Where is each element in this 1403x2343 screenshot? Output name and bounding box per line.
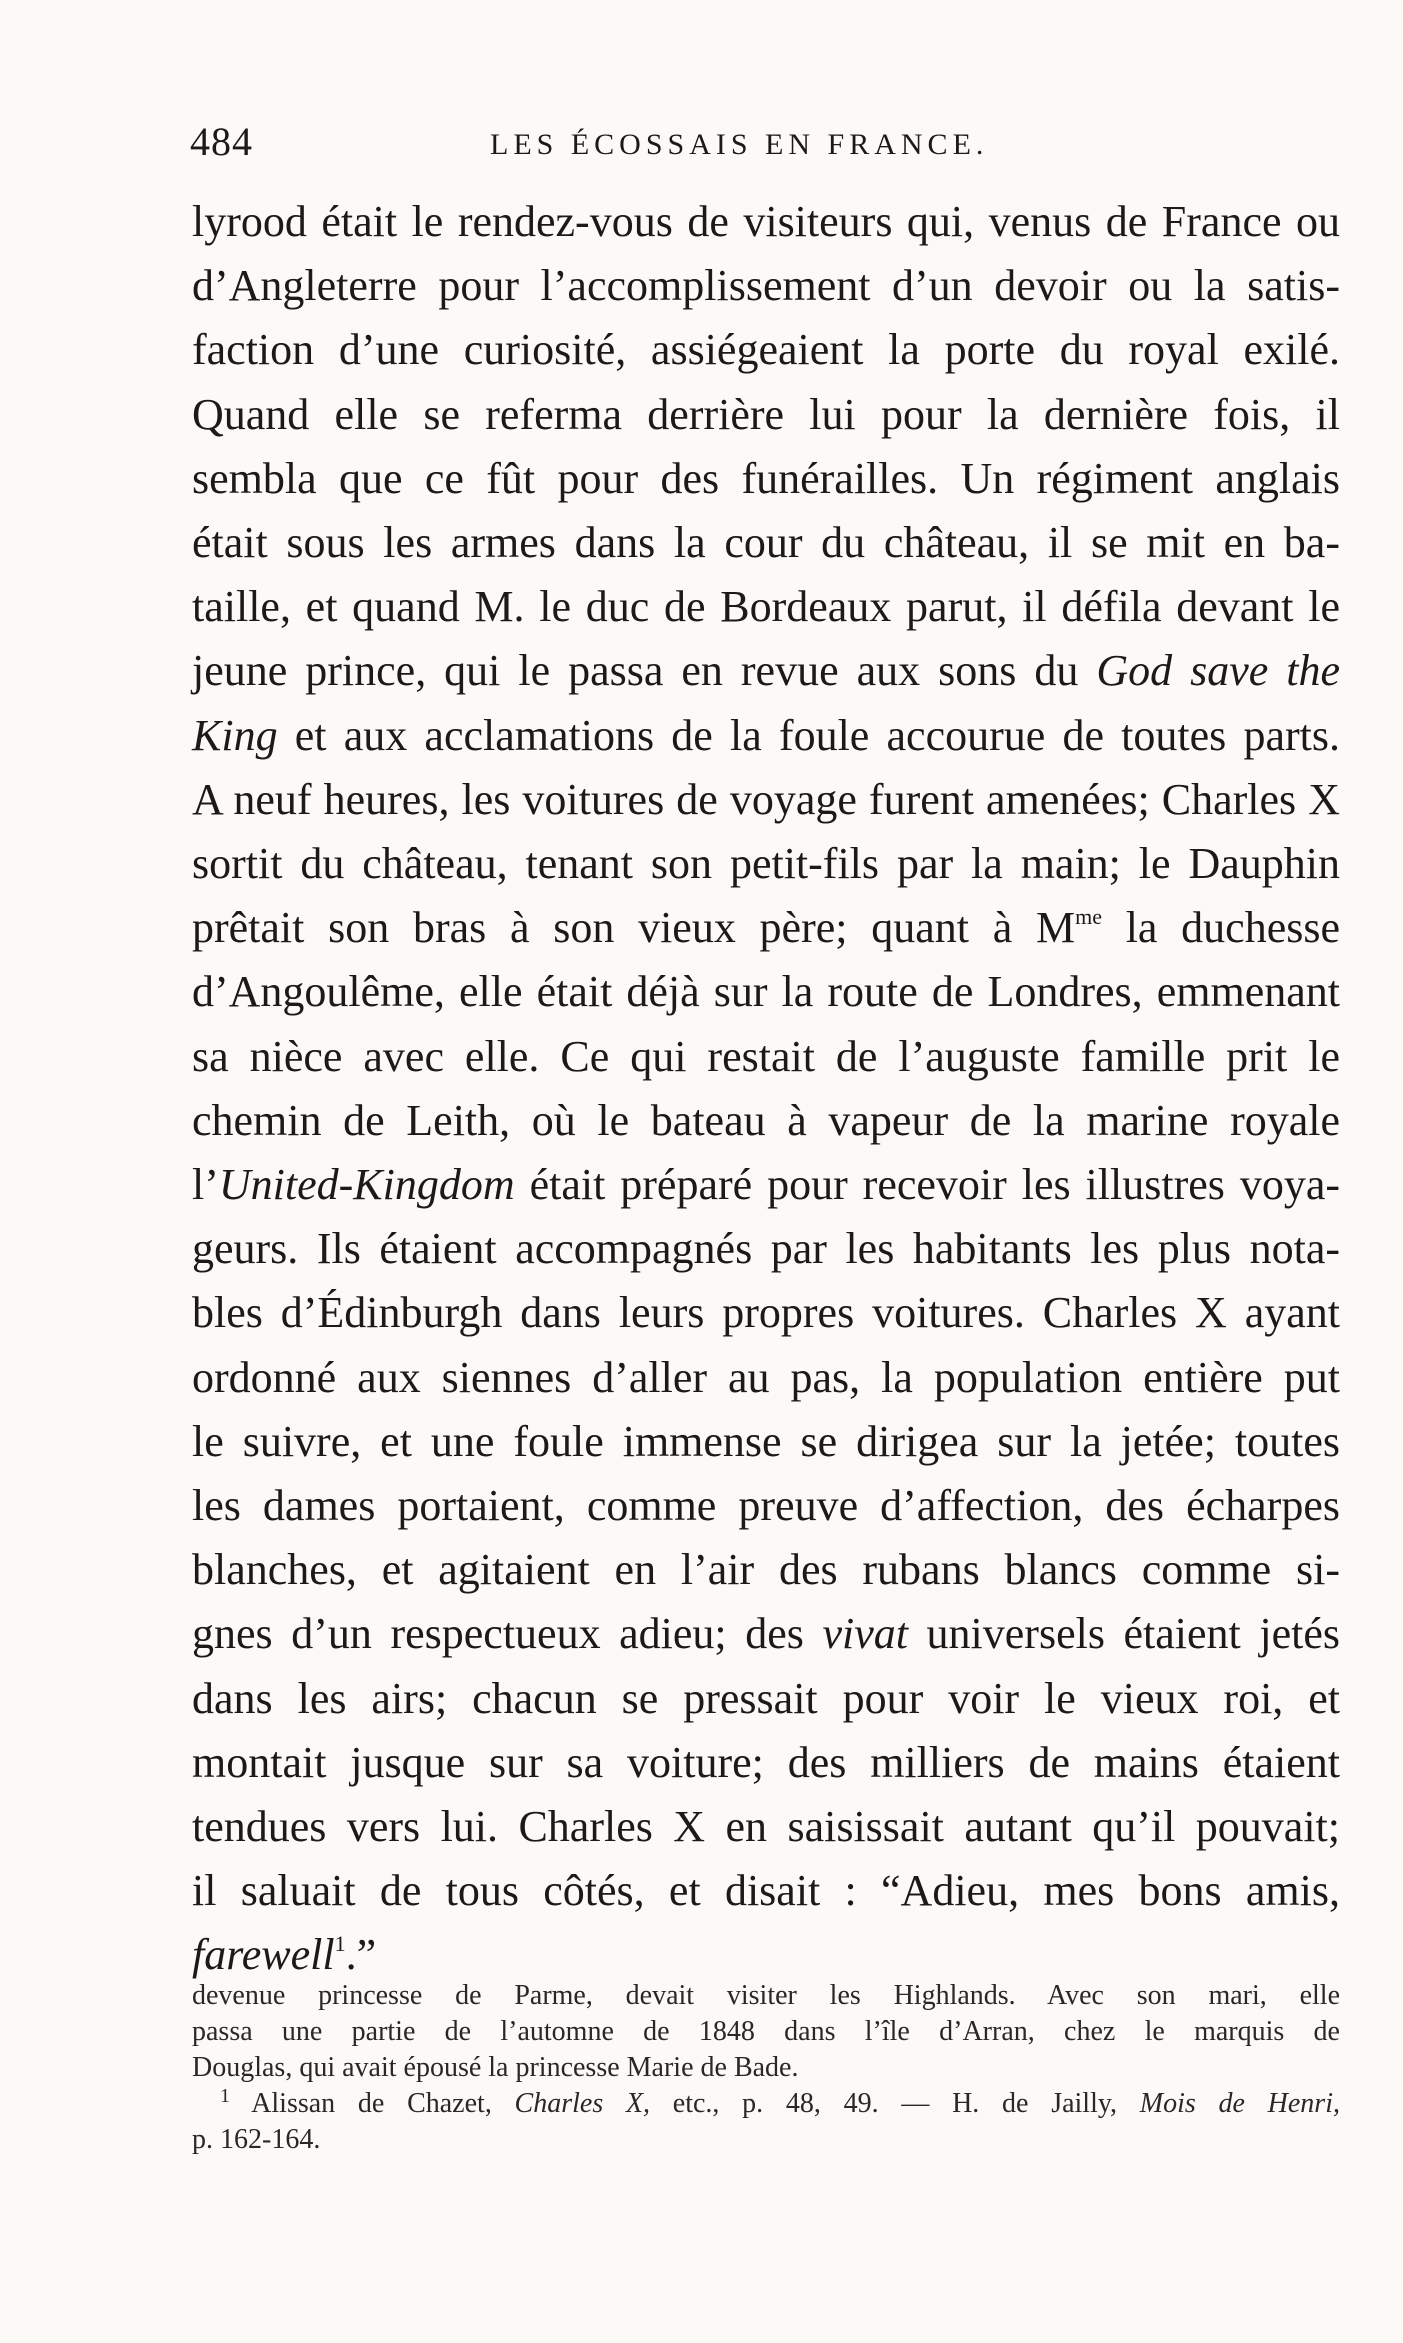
italic-title: God save the [1096, 646, 1340, 696]
text-line [192, 639, 1340, 703]
footnote-line: Douglas, qui avait épousé la princesse Marie de Bade. [192, 2052, 799, 2083]
text-line: tendues vers lui. Charles X en saisissait autant qu’il pouvait; [192, 1802, 1340, 1852]
text-line [192, 704, 1340, 768]
text-line: le suivre, et une foule immense se dirigea sur la jetée; toutes [192, 1416, 1340, 1466]
text-line: montait jusque sur sa voiture; des milliers de mains étaient [192, 1737, 1340, 1787]
text-line [192, 1153, 1340, 1217]
footnote-line: devenue princesse de Parme, devait visiter les Highlands. Avec son mari, elle [192, 1980, 1340, 2011]
text-segment: Alissan de Chazet, [230, 2088, 515, 2119]
text-segment: jeune prince, qui le passa en revue aux sons du [192, 646, 1097, 696]
text-line [192, 896, 1340, 960]
italic-word: farewell [192, 1930, 335, 1980]
text-line: Quand elle se referma derrière lui pour la dernière fois, il [192, 389, 1340, 439]
text-segment: et aux acclamations de la foule accourue de toutes parts. [277, 710, 1340, 760]
text-line: était sous les armes dans la cour du château, il se mit en ba- [192, 518, 1340, 568]
text-segment: était préparé pour recevoir les illustres voya- [514, 1160, 1340, 1210]
text-line: A neuf heures, les voitures de voyage furent amenées; Charles X [192, 774, 1340, 824]
footnote-marker: 1 [220, 2085, 230, 2107]
superscript: me [1075, 904, 1102, 930]
running-title: LES ÉCOSSAIS EN FRANCE. [490, 128, 989, 161]
footnote-line: p. 162-164. [192, 2124, 321, 2155]
italic-title: King [192, 710, 278, 760]
page-number: 484 [190, 119, 253, 164]
text-line: bles d’Édinburgh dans leurs propres voitures. Charles X ayant [192, 1288, 1340, 1338]
footnote-line: passa une partie de l’automne de 1848 dans l’île d’Arran, chez le marquis de [192, 2016, 1340, 2047]
text-segment: l’ [192, 1160, 219, 1210]
text-line: lyrood était le rendez-vous de visiteurs qui, venus de France ou [192, 197, 1340, 246]
text-line: taille, et quand M. le duc de Bordeaux parut, il défila devant le [192, 582, 1340, 632]
text-segment: universels étaient jetés [907, 1609, 1340, 1659]
text-line: dans les airs; chacun se pressait pour voir le vieux roi, et [192, 1673, 1340, 1723]
text-line: sa nièce avec elle. Ce qui restait de l’auguste famille prit le [192, 1031, 1340, 1081]
footnote-reference: 1 [334, 1931, 346, 1957]
text-line [192, 1602, 1340, 1666]
page-header [190, 118, 1340, 178]
italic-word: vivat [822, 1609, 908, 1659]
text-segment: .” [345, 1930, 377, 1980]
text-line: ordonné aux siennes d’aller au pas, la population entière put [192, 1352, 1340, 1402]
italic-title: United-Kingdom [218, 1160, 515, 1210]
text-segment: la duchesse [1101, 903, 1341, 953]
text-line: chemin de Leith, où le bateau à vapeur de la marine royale [192, 1095, 1340, 1145]
text-segment: gnes d’un respectueux adieu; des [192, 1609, 823, 1659]
footnotes [192, 1978, 1340, 2158]
italic-title: Mois de Henri, [1139, 2088, 1340, 2119]
text-line: geurs. Ils étaient accompagnés par les habitants les plus nota- [192, 1224, 1340, 1274]
text-segment: etc., p. 48, 49. — H. de Jailly, [650, 2088, 1140, 2119]
text-line: blanches, et agitaient en l’air des rubans blancs comme si- [192, 1545, 1340, 1595]
text-line: sortit du château, tenant son petit-fils par la main; le Dauphin [192, 839, 1340, 889]
text-line: d’Angleterre pour l’accomplissement d’un devoir ou la satis- [192, 261, 1340, 311]
footnote-line [192, 2086, 1340, 2122]
text-line: il saluait de tous côtés, et disait : “Adieu, mes bons amis, [192, 1866, 1340, 1916]
text-line: les dames portaient, comme preuve d’affection, des écharpes [192, 1481, 1340, 1531]
text-line: sembla que ce fût pour des funérailles. Un régiment anglais [192, 453, 1340, 503]
text-line: faction d’une curiosité, assiégeaient la porte du royal exilé. [192, 325, 1340, 375]
text-segment: prêtait son bras à son vieux père; quant à M [192, 903, 1076, 953]
text-line: d’Angoulême, elle était déjà sur la route de Londres, emmenant [192, 967, 1340, 1017]
main-text [192, 190, 1340, 1988]
italic-title: Charles X, [514, 2088, 651, 2119]
